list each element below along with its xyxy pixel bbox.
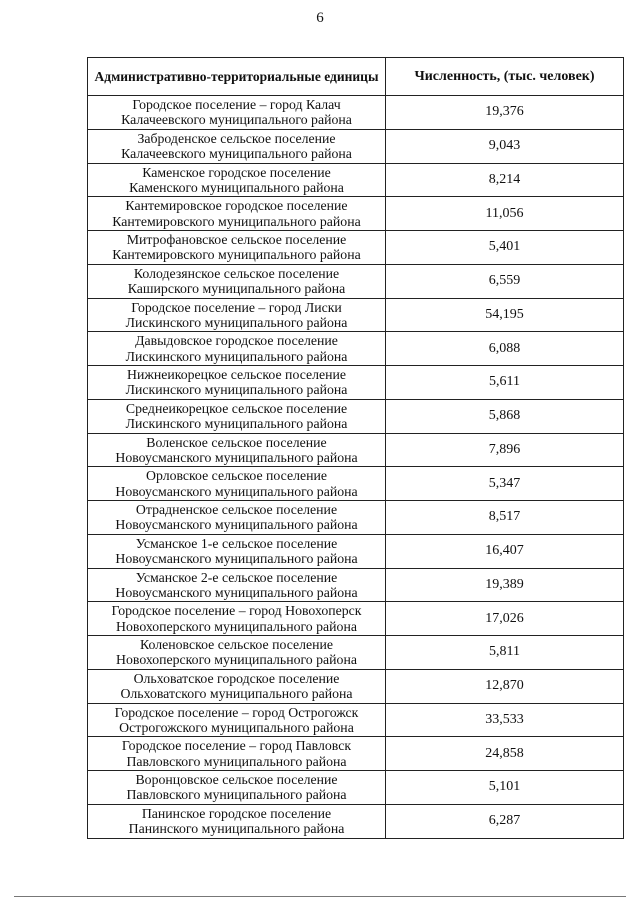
cell-population: 8,517 <box>386 501 624 535</box>
cell-population: 5,811 <box>386 636 624 670</box>
table-row <box>88 804 624 838</box>
cell-unit <box>88 197 386 231</box>
unit-district: Калачеевского муниципального района <box>121 146 352 162</box>
unit-settlement: Городское поселение – город Новохоперск <box>111 603 362 619</box>
cell-population: 5,868 <box>386 399 624 433</box>
header-unit: Административно-территориальные единицы <box>88 58 386 96</box>
cell-population: 24,858 <box>386 737 624 771</box>
cell-unit <box>88 568 386 602</box>
cell-unit <box>88 298 386 332</box>
cell-population: 19,376 <box>386 96 624 130</box>
table-row <box>88 501 624 535</box>
table-row <box>88 737 624 771</box>
unit-district: Новохоперского муниципального района <box>116 618 357 634</box>
unit-district: Новоусманского муниципального района <box>115 517 358 533</box>
cell-unit <box>88 231 386 265</box>
table-row <box>88 129 624 163</box>
unit-settlement: Каменское городское поселение <box>142 164 331 180</box>
unit-district: Лискинского муниципального района <box>125 314 348 330</box>
unit-district: Каширского муниципального района <box>127 281 346 297</box>
page-number: 6 <box>316 10 324 26</box>
cell-population: 9,043 <box>386 129 624 163</box>
unit-district: Панинского муниципального района <box>128 821 345 837</box>
unit-district: Новоусманского муниципального района <box>115 449 358 465</box>
cell-population: 11,056 <box>386 197 624 231</box>
unit-settlement: Ольховатское городское поселение <box>133 670 340 686</box>
cell-population: 5,611 <box>386 366 624 400</box>
unit-settlement: Усманское 2-е сельское поселение <box>135 569 338 585</box>
cell-unit <box>88 129 386 163</box>
unit-settlement: Колодезянское сельское поселение <box>133 265 340 281</box>
unit-district: Лискинского муниципального района <box>125 382 348 398</box>
cell-population: 54,195 <box>386 298 624 332</box>
unit-district: Павловского муниципального района <box>126 787 347 803</box>
population-table <box>87 57 624 839</box>
table-row <box>88 433 624 467</box>
table-row <box>88 399 624 433</box>
table-row <box>88 197 624 231</box>
unit-district: Калачеевского муниципального района <box>121 112 352 128</box>
cell-unit <box>88 467 386 501</box>
table-row <box>88 534 624 568</box>
unit-district: Каменского муниципального района <box>129 179 344 195</box>
table-row <box>88 96 624 130</box>
cell-population: 5,401 <box>386 231 624 265</box>
unit-settlement: Коленовское сельское поселение <box>139 637 334 653</box>
cell-population: 16,407 <box>386 534 624 568</box>
cell-population: 7,896 <box>386 433 624 467</box>
unit-district: Острогожского муниципального района <box>119 719 354 735</box>
unit-district: Кантемировского муниципального района <box>112 247 361 263</box>
unit-settlement: Панинское городское поселение <box>141 805 332 821</box>
table-row <box>88 467 624 501</box>
table-row <box>88 366 624 400</box>
unit-district: Новохоперского муниципального района <box>116 652 357 668</box>
unit-district: Лискинского муниципального района <box>125 416 348 432</box>
table-row <box>88 163 624 197</box>
unit-settlement: Среднеикорецкое сельское поселение <box>125 400 348 416</box>
unit-settlement: Отрадненское сельское поселение <box>135 502 338 518</box>
unit-settlement: Давыдовское городское поселение <box>135 333 338 349</box>
unit-settlement: Кантемировское городское поселение <box>125 198 348 214</box>
unit-settlement: Нижнеикорецкое сельское поселение <box>126 367 347 383</box>
unit-settlement: Усманское 1-е сельское поселение <box>135 535 338 551</box>
bottom-rule <box>14 896 626 897</box>
unit-district: Павловского муниципального района <box>126 753 347 769</box>
cell-population: 33,533 <box>386 703 624 737</box>
cell-unit <box>88 163 386 197</box>
unit-settlement: Городское поселение – город Калач <box>132 97 341 113</box>
cell-unit <box>88 399 386 433</box>
unit-settlement: Воронцовское сельское поселение <box>135 772 338 788</box>
unit-settlement: Городское поселение – город Лиски <box>131 299 342 315</box>
cell-unit <box>88 703 386 737</box>
table-row <box>88 264 624 298</box>
table-row <box>88 568 624 602</box>
unit-district: Кантемировского муниципального района <box>112 213 361 229</box>
unit-district: Лискинского муниципального района <box>125 348 348 364</box>
cell-unit <box>88 669 386 703</box>
cell-population: 6,287 <box>386 804 624 838</box>
cell-unit <box>88 804 386 838</box>
table-row <box>88 602 624 636</box>
unit-settlement: Городское поселение – город Острогожск <box>114 704 359 720</box>
cell-unit <box>88 96 386 130</box>
table-row <box>88 771 624 805</box>
unit-district: Новоусманского муниципального района <box>115 584 358 600</box>
unit-district: Новоусманского муниципального района <box>115 551 358 567</box>
cell-population: 8,214 <box>386 163 624 197</box>
table-row <box>88 231 624 265</box>
table-body <box>88 96 624 839</box>
table-row <box>88 703 624 737</box>
cell-unit <box>88 332 386 366</box>
unit-settlement: Городское поселение – город Павловск <box>121 738 352 754</box>
cell-unit <box>88 366 386 400</box>
cell-population: 5,347 <box>386 467 624 501</box>
cell-population: 5,101 <box>386 771 624 805</box>
table-row <box>88 669 624 703</box>
cell-unit <box>88 264 386 298</box>
cell-unit <box>88 602 386 636</box>
table-row <box>88 636 624 670</box>
unit-settlement: Заброденское сельское поселение <box>137 130 336 146</box>
cell-population: 19,389 <box>386 568 624 602</box>
cell-unit <box>88 433 386 467</box>
cell-unit <box>88 534 386 568</box>
unit-district: Ольховатского муниципального района <box>120 686 353 702</box>
cell-population: 6,088 <box>386 332 624 366</box>
unit-settlement: Митрофановское сельское поселение <box>126 232 347 248</box>
cell-unit <box>88 501 386 535</box>
table-row <box>88 298 624 332</box>
cell-population: 12,870 <box>386 669 624 703</box>
cell-population: 6,559 <box>386 264 624 298</box>
unit-district: Новоусманского муниципального района <box>115 483 358 499</box>
cell-unit <box>88 737 386 771</box>
table-header-row <box>88 58 624 96</box>
cell-population: 17,026 <box>386 602 624 636</box>
header-population: Численность, (тыс. человек) <box>386 58 624 96</box>
unit-settlement: Орловское сельское поселение <box>146 468 327 484</box>
unit-settlement: Воленское сельское поселение <box>146 434 327 450</box>
cell-unit <box>88 771 386 805</box>
table-row <box>88 332 624 366</box>
cell-unit <box>88 636 386 670</box>
